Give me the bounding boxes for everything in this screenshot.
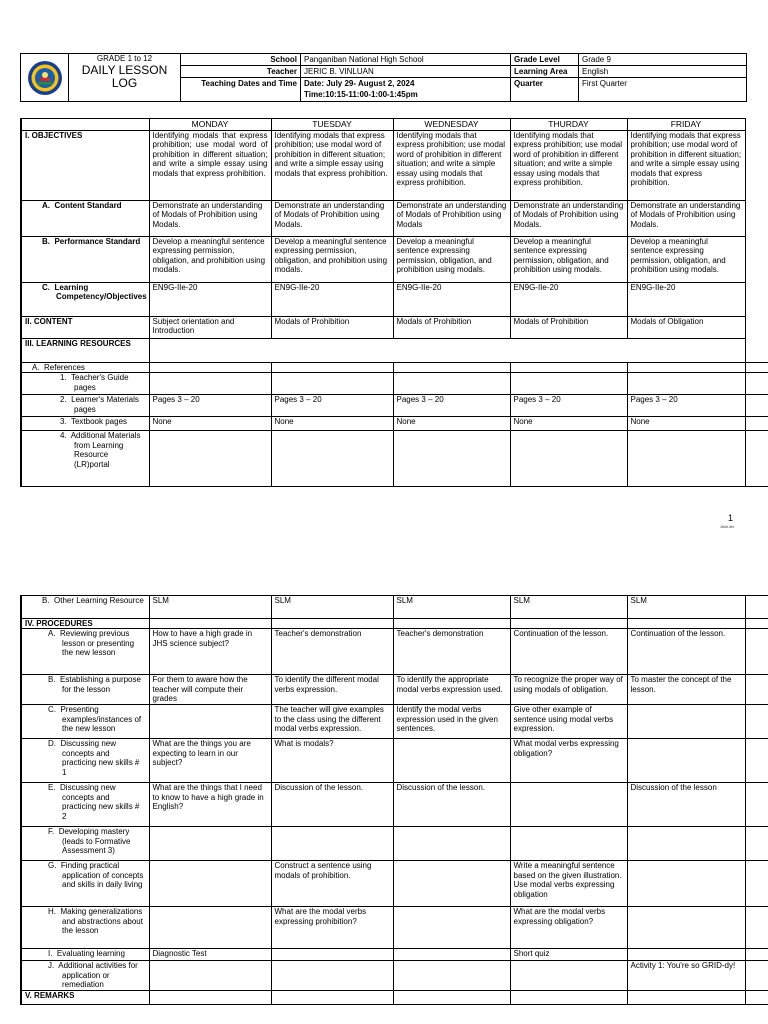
am-tuesday (271, 431, 393, 487)
day-header-row (21, 119, 768, 131)
other-resources-label: B. Other Learning Resource (21, 596, 149, 619)
spacer-cell (745, 237, 768, 283)
procedure-h-tuesday: What are the modal verbs expressing prohibition? (271, 907, 393, 949)
procedure-j-thursday (510, 961, 627, 990)
procedure-e-thursday (510, 783, 627, 827)
procedure-f-wednesday (393, 827, 510, 861)
school-label: School (181, 54, 301, 66)
textbook-wednesday: None (393, 417, 510, 431)
procedure-i-extra (745, 949, 768, 961)
page-number: 1 (728, 513, 734, 523)
competency-row (21, 283, 768, 317)
procedure-f-monday (149, 827, 271, 861)
procedure-e-extra (745, 783, 768, 827)
procedure-i-monday: Diagnostic Test (149, 949, 271, 961)
deped-seal-cell (21, 54, 69, 102)
references-extra (745, 363, 768, 373)
competency-label: C. Learning Competency/Objectives (21, 283, 149, 317)
procedure-a-friday: Continuation of the lesson. (627, 629, 745, 675)
procedure-row-d (21, 739, 768, 783)
procedure-f-tuesday (271, 827, 393, 861)
procedures-row (21, 619, 768, 629)
spacer-cell (745, 339, 768, 363)
procedure-label-g: G. Finding practical application of concepts and skills in daily living (21, 861, 149, 907)
content-label: II. CONTENT (21, 317, 149, 339)
teacher-value: JERIC B. VINLUAN (301, 66, 511, 78)
references-wednesday (393, 363, 510, 373)
procedure-j-extra (745, 961, 768, 990)
procedure-b-friday: To master the concept of the lesson. (627, 675, 745, 705)
content-standard-label: A. Content Standard (21, 201, 149, 237)
procedures-tuesday (271, 619, 393, 629)
remarks-wednesday (393, 990, 510, 1004)
procedure-b-wednesday: To identify the appropriate modal verbs expression used. (393, 675, 510, 705)
procedure-a-extra (745, 629, 768, 675)
procedure-a-tuesday: Teacher's demonstration (271, 629, 393, 675)
procedure-row-f (21, 827, 768, 861)
lm-friday: Pages 3 – 20 (627, 395, 745, 417)
procedure-d-monday: What are the things you are expecting to learn in our subject? (149, 739, 271, 783)
lesson-table-page2 (20, 595, 768, 1005)
time-value: Time:10:15-11:00-1:00-1:45pm (304, 90, 418, 99)
procedure-d-thursday: What modal verbs expressing obligation? (510, 739, 627, 783)
other-resources-row (21, 596, 768, 619)
references-monday (149, 363, 271, 373)
quarter-label: Quarter (511, 78, 579, 102)
procedure-j-tuesday (271, 961, 393, 990)
content-friday: Modals of Obligation (627, 317, 745, 339)
procedure-label-a: A. Reviewing previous lesson or presenting the new lesson (21, 629, 149, 675)
procedure-d-wednesday (393, 739, 510, 783)
spacer-cell (745, 119, 768, 131)
procedure-c-extra (745, 705, 768, 739)
procedures-thursday (510, 619, 627, 629)
procedure-b-thursday: To recognize the proper way of using modals of obligation. (510, 675, 627, 705)
procedure-label-e: E. Discussing new concepts and practicing new skills # 2 (21, 783, 149, 827)
textbook-tuesday: None (271, 417, 393, 431)
competency-monday: EN9G-IIe-20 (149, 283, 271, 317)
am-friday (627, 431, 745, 487)
objectives-row (21, 131, 768, 201)
objectives-friday: Identifying modals that express prohibition; use modal word of prohibition in different situation; and write a simple essay using modals that express prohibition. (627, 131, 745, 201)
lm-thursday: Pages 3 – 20 (510, 395, 627, 417)
competency-friday: EN9G-IIe-20 (627, 283, 745, 317)
procedure-row-c (21, 705, 768, 739)
procedure-label-h: H. Making generalizations and abstractions about the lesson (21, 907, 149, 949)
procedure-f-extra (745, 827, 768, 861)
day-tuesday: TUESDAY (271, 119, 393, 131)
title-cell (69, 54, 181, 102)
competency-tuesday: EN9G-IIe-20 (271, 283, 393, 317)
procedure-row-g (21, 861, 768, 907)
spacer-cell (745, 131, 768, 201)
tg-wednesday (393, 373, 510, 395)
date-value: Date: July 29- August 2, 2024 (304, 79, 415, 88)
performance-standard-friday: Develop a meaningful sentence expressing permission, obligation, and prohibition using modals. (627, 237, 745, 283)
grade-level-value: Grade 9 (579, 54, 747, 66)
content-standard-thursday: Demonstrate an understanding of Modals of Prohibition using Modals. (510, 201, 627, 237)
tg-friday (627, 373, 745, 395)
procedure-row-b (21, 675, 768, 705)
procedure-label-i: I. Evaluating learning (21, 949, 149, 961)
performance-standard-label: B. Performance Standard (21, 237, 149, 283)
content-standard-row (21, 201, 768, 237)
procedure-label-j: J. Additional activities for application or remediation (21, 961, 149, 990)
procedures-extra (745, 619, 768, 629)
procedure-g-friday (627, 861, 745, 907)
learning-resources-label: III. LEARNING RESOURCES (21, 339, 149, 363)
tg-extra (745, 373, 768, 395)
procedures-monday (149, 619, 271, 629)
other-resources-extra (745, 596, 768, 619)
remarks-monday (149, 990, 271, 1004)
content-thursday: Modals of Prohibition (510, 317, 627, 339)
procedure-c-monday (149, 705, 271, 739)
procedure-h-extra (745, 907, 768, 949)
procedure-g-thursday: Write a meaningful sentence based on the given illustration. Use modal verbs expressing obligation (510, 861, 627, 907)
grade-level-label: Grade Level (511, 54, 579, 66)
procedure-h-wednesday (393, 907, 510, 949)
procedure-a-wednesday: Teacher's demonstration (393, 629, 510, 675)
objectives-tuesday: Identifying modals that express prohibition; use modal word of prohibition in different situation; and write a simple essay using modals that express prohibition. (271, 131, 393, 201)
deped-seal-icon (27, 60, 63, 96)
procedures-friday (627, 619, 745, 629)
references-tuesday (271, 363, 393, 373)
procedure-a-thursday: Continuation of the lesson. (510, 629, 627, 675)
objectives-thursday: Identifying modals that express prohibition; use modal word of prohibition in different situation; and write a simple essay using modals that express prohibition. (510, 131, 627, 201)
procedure-b-tuesday: To identify the different modal verbs expression. (271, 675, 393, 705)
learning-area-value: English (579, 66, 747, 78)
day-thursday: THURDAY (510, 119, 627, 131)
procedure-rows (21, 629, 768, 990)
content-wednesday: Modals of Prohibition (393, 317, 510, 339)
procedure-i-friday (627, 949, 745, 961)
textbook-friday: None (627, 417, 745, 431)
procedure-h-friday (627, 907, 745, 949)
procedure-d-friday (627, 739, 745, 783)
am-monday (149, 431, 271, 487)
learners-materials-row (21, 395, 768, 417)
procedure-g-tuesday: Construct a sentence using modals of prohibition. (271, 861, 393, 907)
grade-range: GRADE 1 to 12 (96, 54, 153, 63)
procedure-i-wednesday (393, 949, 510, 961)
teacher-label: Teacher (181, 66, 301, 78)
remarks-extra (745, 990, 768, 1004)
performance-standard-row (21, 237, 768, 283)
procedure-j-friday: Activity 1: You're so GRID-dy! (627, 961, 745, 990)
spacer-cell (745, 201, 768, 237)
am-thursday (510, 431, 627, 487)
am-wednesday (393, 431, 510, 487)
textbook-thursday: None (510, 417, 627, 431)
procedure-c-wednesday: Identify the modal verbs expression used in the given sentences. (393, 705, 510, 739)
performance-standard-monday: Develop a meaningful sentence expressing permission, obligation, and prohibition using modals. (149, 237, 271, 283)
learning-resources-row (21, 339, 768, 363)
content-standard-tuesday: Demonstrate an understanding of Modals of Prohibition using Modals. (271, 201, 393, 237)
content-standard-friday: Demonstrate an understanding of Modals of Prohibition using Modals. (627, 201, 745, 237)
procedure-f-thursday (510, 827, 627, 861)
textbook-monday: None (149, 417, 271, 431)
lm-monday: Pages 3 – 20 (149, 395, 271, 417)
procedure-label-d: D. Discussing new concepts and practicing new skills # 1 (21, 739, 149, 783)
performance-standard-thursday: Develop a meaningful sentence expressing permission, obligation, and prohibition using modals. (510, 237, 627, 283)
day-wednesday: WEDNESDAY (393, 119, 510, 131)
competency-wednesday: EN9G-IIe-20 (393, 283, 510, 317)
procedure-h-thursday: What are the modal verbs expressing obligation? (510, 907, 627, 949)
procedure-row-i (21, 949, 768, 961)
remarks-tuesday (271, 990, 393, 1004)
content-monday: Subject orientation and Introduction (149, 317, 271, 339)
lesson-table-page1 (20, 118, 768, 487)
day-friday: FRIDAY (627, 119, 745, 131)
doc-title-line1: DAILY LESSON (81, 63, 168, 77)
day-monday: MONDAY (149, 119, 271, 131)
content-row (21, 317, 768, 339)
spacer-cell (745, 317, 768, 339)
dates-label: Teaching Dates and Time (181, 78, 301, 102)
textbook-extra (745, 417, 768, 431)
procedure-i-tuesday (271, 949, 393, 961)
content-tuesday: Modals of Prohibition (271, 317, 393, 339)
other-resources-wednesday: SLM (393, 596, 510, 619)
lm-extra (745, 395, 768, 417)
remarks-friday (627, 990, 745, 1004)
lm-wednesday: Pages 3 – 20 (393, 395, 510, 417)
procedure-d-extra (745, 739, 768, 783)
learners-materials-label: 2. Learner's Materials pages (21, 395, 149, 417)
teachers-guide-label: 1. Teacher's Guide pages (21, 373, 149, 395)
procedure-f-friday (627, 827, 745, 861)
lm-tuesday: Pages 3 – 20 (271, 395, 393, 417)
spacer-cell (745, 283, 768, 317)
am-extra (745, 431, 768, 487)
remarks-label: V. REMARKS (21, 990, 149, 1004)
quarter-value: First Quarter (579, 78, 747, 102)
procedure-e-friday: Discussion of the lesson (627, 783, 745, 827)
tg-tuesday (271, 373, 393, 395)
references-thursday (510, 363, 627, 373)
procedure-row-a (21, 629, 768, 675)
procedure-c-thursday: Give other example of sentence using modal verbs expression. (510, 705, 627, 739)
references-row (21, 363, 768, 373)
teachers-guide-row (21, 373, 768, 395)
procedure-row-e (21, 783, 768, 827)
content-standard-monday: Demonstrate an understanding of Modals of Prohibition using Modals. (149, 201, 271, 237)
procedure-c-friday (627, 705, 745, 739)
doc-title-line2: LOG (111, 76, 138, 90)
references-friday (627, 363, 745, 373)
other-resources-tuesday: SLM (271, 596, 393, 619)
additional-materials-row (21, 431, 768, 487)
procedures-label: IV. PROCEDURES (21, 619, 149, 629)
performance-standard-wednesday: Develop a meaningful sentence expressing permission, obligation, and prohibition using modals. (393, 237, 510, 283)
procedure-row-j (21, 961, 768, 990)
performance-standard-tuesday: Develop a meaningful sentence expressing permission, obligation, and prohibition using modals. (271, 237, 393, 283)
remarks-row (21, 990, 768, 1004)
procedure-j-monday (149, 961, 271, 990)
competency-thursday: EN9G-IIe-20 (510, 283, 627, 317)
objectives-wednesday: Identifying modals that express prohibition; use modal word of prohibition in different situation; and write a simple essay using modals that express prohibition. (393, 131, 510, 201)
procedure-a-monday: How to have a high grade in JHS science subject? (149, 629, 271, 675)
objectives-label: I. OBJECTIVES (21, 131, 149, 201)
procedure-h-monday (149, 907, 271, 949)
procedure-b-monday: For them to aware how the teacher will compute their grades (149, 675, 271, 705)
other-resources-friday: SLM (627, 596, 745, 619)
procedure-g-monday (149, 861, 271, 907)
procedure-c-tuesday: The teacher will give examples to the class using the different modal verbs expression. (271, 705, 393, 739)
learning-resources-span (149, 339, 745, 363)
procedure-label-b: B. Establishing a purpose for the lesson (21, 675, 149, 705)
procedure-b-extra (745, 675, 768, 705)
procedure-d-tuesday: What is modals? (271, 739, 393, 783)
textbook-label: 3. Textbook pages (21, 417, 149, 431)
procedure-e-wednesday: Discussion of the lesson. (393, 783, 510, 827)
other-resources-monday: SLM (149, 596, 271, 619)
procedures-wednesday (393, 619, 510, 629)
other-resources-thursday: SLM (510, 596, 627, 619)
dates-value (301, 78, 511, 102)
school-value: Panganiban National High School (301, 54, 511, 66)
procedure-row-h (21, 907, 768, 949)
objectives-monday: Identifying modals that express prohibition; use modal word of prohibition in different situation; and write a simple essay using modals that express prohibition. (149, 131, 271, 201)
footer-tag: Jhiki.div (720, 524, 735, 529)
references-label: A. References (21, 363, 149, 373)
procedure-g-wednesday (393, 861, 510, 907)
procedure-i-thursday: Short quiz (510, 949, 627, 961)
content-standard-wednesday: Demonstrate an understanding of Modals of Prohibition using Modals (393, 201, 510, 237)
procedure-j-wednesday (393, 961, 510, 990)
tg-monday (149, 373, 271, 395)
textbook-row (21, 417, 768, 431)
header-table (20, 53, 747, 102)
procedure-label-c: C. Presenting examples/instances of the new lesson (21, 705, 149, 739)
additional-materials-label: 4. Additional Materials from Learning Resource (LR)portal (21, 431, 149, 487)
procedure-label-f: F. Developing mastery (leads to Formative Assessment 3) (21, 827, 149, 861)
learning-area-label: Learning Area (511, 66, 579, 78)
remarks-thursday (510, 990, 627, 1004)
blank-header-cell (21, 119, 149, 131)
procedure-g-extra (745, 861, 768, 907)
procedure-e-tuesday: Discussion of the lesson. (271, 783, 393, 827)
tg-thursday (510, 373, 627, 395)
procedure-e-monday: What are the things that I need to know to have a high grade in English? (149, 783, 271, 827)
